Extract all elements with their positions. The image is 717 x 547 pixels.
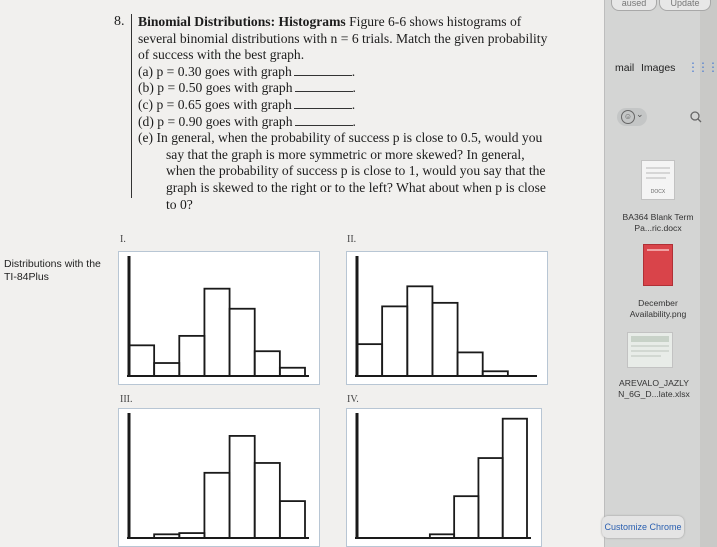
mail-link[interactable]: mail — [615, 62, 635, 74]
apps-grid-icon[interactable]: ⋮⋮⋮ — [687, 60, 717, 74]
part-c-text: (c) p = 0.65 goes with graph — [138, 96, 292, 112]
histogram-4-plot — [347, 409, 541, 546]
answer-blank — [294, 64, 352, 76]
answer-blank — [295, 80, 353, 92]
histogram-bar — [382, 306, 407, 376]
problem-divider — [131, 14, 132, 198]
profile-icon: ☺ — [621, 110, 635, 124]
histogram-3-plot — [119, 409, 319, 546]
histogram-bar — [255, 351, 280, 376]
graph-label-4: IV. — [347, 394, 359, 405]
histogram-bar — [432, 303, 457, 376]
histogram-bar — [280, 501, 305, 538]
file-name-png[interactable]: December Availability.png — [629, 298, 687, 319]
problem-text — [138, 14, 548, 213]
browser-new-tab-panel — [604, 0, 717, 547]
file-name-docx[interactable]: BA364 Blank Term Pa...ric.docx — [622, 212, 694, 233]
histogram-bar — [454, 496, 478, 538]
graph-label-2: II. — [347, 234, 357, 245]
histogram-bar — [478, 458, 502, 538]
part-b-text: (b) p = 0.50 goes with graph — [138, 80, 293, 96]
part-d: (d) p = 0.90 goes with graph . — [138, 113, 356, 129]
tab-left[interactable]: aused — [611, 0, 657, 11]
histogram-bar — [154, 363, 179, 376]
file-thumbnail-docx[interactable] — [641, 160, 675, 200]
part-b: (b) p = 0.50 goes with graph . — [138, 80, 356, 96]
chevron-down-icon: ⌄ — [636, 109, 644, 119]
profile-button[interactable] — [617, 108, 647, 126]
histogram-bar — [255, 463, 280, 538]
histogram-bar — [129, 345, 154, 376]
file-type-label: DOCX — [650, 189, 666, 195]
file-thumbnail-png[interactable] — [643, 244, 673, 286]
histogram-bar — [230, 309, 255, 376]
histogram-bar — [407, 286, 432, 376]
images-link[interactable]: Images — [641, 62, 676, 74]
customize-chrome-button[interactable]: Customize Chrome — [602, 516, 684, 538]
histogram-1-plot — [119, 252, 319, 384]
problem-title: Binomial Distributions: Histograms — [138, 14, 346, 29]
problem-number: 8. — [114, 14, 125, 29]
histogram-bar — [179, 336, 204, 376]
part-e: (e) In general, when the probability of success p is close to 0.5, would you say that the graph is more symmetric or more skewed? In general, when the probability of success p is close to 1, would you say that the graph is skewed to the right or to the left? What about when p is close to 0? — [138, 130, 546, 212]
problem-intro-text: Figure 6-6 shows histograms of several binomial distributions with n = 6 trials. Match the given probability of success with the best graph. — [138, 14, 548, 63]
histogram-bar — [204, 289, 229, 376]
answer-blank — [294, 97, 352, 109]
graph-label-1: I. — [120, 234, 126, 245]
search-icon[interactable] — [689, 110, 701, 124]
answer-blank — [295, 114, 353, 126]
file-name-xlsx[interactable]: AREVALO_JAZLY N_6G_D...late.xlsx — [618, 378, 690, 399]
problem-intro — [138, 14, 548, 64]
histogram-bar — [357, 344, 382, 376]
tab-update[interactable]: Update — [659, 0, 711, 11]
histogram-bar — [458, 352, 483, 376]
part-d-text: (d) p = 0.90 goes with graph — [138, 113, 293, 129]
file-thumbnail-xlsx[interactable] — [627, 332, 673, 368]
histogram-bar — [503, 419, 527, 538]
side-section-heading: Distributions with the TI-84Plus — [4, 258, 101, 283]
histogram-2-plot — [347, 252, 547, 384]
part-a: (a) p = 0.30 goes with graph . — [138, 63, 356, 79]
part-c: (c) p = 0.65 goes with graph . — [138, 96, 356, 112]
histogram-2 — [346, 251, 548, 385]
graph-label-3: III. — [120, 394, 133, 405]
histogram-4 — [346, 408, 542, 547]
histogram-bar — [230, 436, 255, 538]
spreadsheet-icon — [628, 333, 672, 367]
histogram-bar — [280, 368, 305, 376]
histogram-3 — [118, 408, 320, 547]
histogram-1 — [118, 251, 320, 385]
histogram-bar — [204, 473, 229, 538]
part-a-text: (a) p = 0.30 goes with graph — [138, 63, 292, 79]
